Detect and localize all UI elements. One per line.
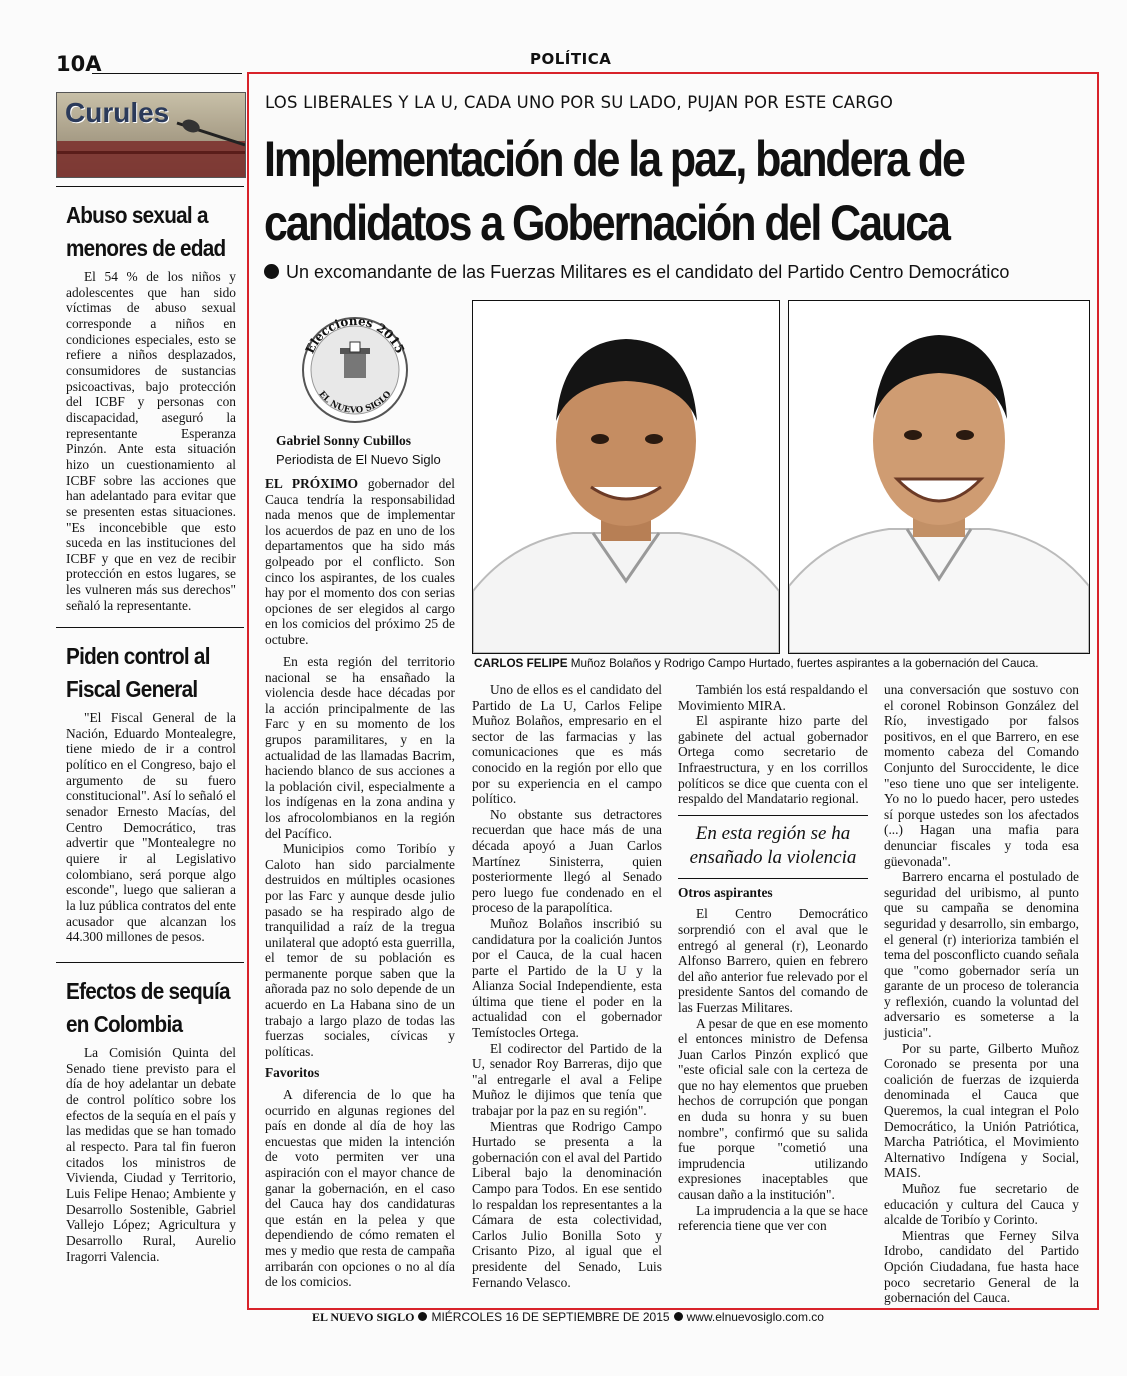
article-headline-line-1: Implementación de la paz, bandera de <box>264 131 964 187</box>
curules-banner-title: Curules <box>65 97 170 128</box>
sidebar-article-3-title: Efectos de sequía en Colombia <box>66 978 230 1037</box>
sidebar-article-2-body: "El Fiscal General de la Nación, Eduardo Montealegre, tiene miedo de ir a control político en el Congreso, bajo el argumento de su fuero constitucional". Así lo señaló el senador Ernesto Macías, del Centro Democrático, tras advertir que "Montealegre no quiere ir al Legislativo colombiano, será porque algo esconde", luego que salieran a la luz pública contratos del ente acusador que alcanzan los 44.300 millones de pesos. <box>66 710 236 945</box>
article-subheadline: Un excomandante de las Fuerzas Militares es el candidato del Partido Centro Democrático <box>264 262 1009 283</box>
svg-text:EL NUEVO SIGLO: EL NUEVO SIGLO <box>316 389 394 416</box>
sidebar-article-3-body: La Comisión Quinta del Senado tiene previsto para el día de hoy adelantar un debate de control político sobre los efectos de la sequía en el país y las medidas que se han tomado al respecto. Para tal fin fueron citados los ministros de Vivienda, Ciudad y Territorio, Luis Felipe Henao; Ambiente y Desarrollo Sostenible, Gabriel Vallejo López; Agricultura y Desarrollo Rural, Aurelio Iragorri Valencia. <box>66 1045 236 1264</box>
microphone-icon <box>57 93 245 177</box>
footer-dot-icon <box>418 1312 427 1321</box>
candidate-photo-left <box>472 300 780 654</box>
curules-banner <box>56 92 246 178</box>
pull-quote: En esta región se ha ensañado la violencia <box>689 822 857 868</box>
article-kicker: LOS LIBERALES Y LA U, CADA UNO POR SU LADO, PUJAN POR ESTE CARGO <box>265 93 894 112</box>
subhead-otros-aspirantes: Otros aspirantes <box>678 884 773 900</box>
author-name: Gabriel Sonny Cubillos <box>276 433 412 448</box>
bullet-icon <box>264 264 279 279</box>
article-column-3: Uno de ellos es el candidato del Partido de La U, Carlos Felipe Muñoz Bolaños, empresario en el sector de las farmacias y las comunicaciones que es más conocido en la región por ello que por su experiencia en el campo político. No obstante sus detractores recuerdan que hace más de una década apoyó a Juan Carlos Martínez Sinisterra, quien posteriormente llegó al Senado pero luego fue condenado en el proceso de la parapolítica. Muñoz Bolaños inscribió su candidatura por la coalición Juntos por el Cauca, de la cual hacen parte el Partido de la U y la Alianza Social Independiente, esta última que tiene el poder en la actualidad con el gobernador Temístocles Ortega. El codirector del Partido de la U, senador Roy Barreras, dijo que "al entregarle el aval a Felipe Muñoz le dijimos que tenía que trabajar por la paz en su región". Mientras que Rodrigo Campo Hurtado se presenta a la gobernación con el aval del Partido Liberal bajo la denominación Campo para Todos. En ese sentido lo respaldan los representantes a la Cámara de esta colectividad, Carlos Julio Bonilla Soto y Crisanto Pizo, al igual que el presidente del Senado, Luis Fernando Velasco. <box>472 682 662 1290</box>
author-role: Periodista de El Nuevo Siglo <box>276 452 441 467</box>
page-footer <box>312 1310 824 1325</box>
sidebar-rule <box>56 186 244 187</box>
svg-text:Elecciones 2015: Elecciones 2015 <box>302 313 408 356</box>
subhead-favoritos: Favoritos <box>265 1065 320 1081</box>
sidebar-rule <box>56 627 244 628</box>
page-number: 10A <box>56 52 102 76</box>
elecciones-2015-seal <box>292 312 418 424</box>
header-rule <box>92 73 242 74</box>
footer-url: www.elnuevosiglo.com.co <box>686 1310 824 1324</box>
footer-dot-icon <box>674 1312 683 1321</box>
footer-paper-name: EL NUEVO SIGLO <box>312 1310 415 1324</box>
candidate-photo-right <box>788 300 1090 654</box>
section-title: POLÍTICA <box>530 50 612 68</box>
sidebar-article-1-title: Abuso sexual a menores de edad <box>66 202 226 261</box>
article-headline-line-2: candidatos a Gobernación del Cauca <box>264 195 949 251</box>
sidebar-article-2-title: Piden control al Fiscal General <box>66 643 210 702</box>
sidebar-rule <box>56 962 244 963</box>
sidebar-article-1-body: El 54 % de los niños y adolescentes que han sido víctimas de abuso sexual corresponde a niños en condiciones especiales, esto se refiere a niños desplazados, consumidores de sustancias psicoactivas, bajo protección del ICBF y personas con discapacidad, aseguró la representante Esperanza Pinzón. Ante esta situación hizo un cuestionamiento al ICBF sobre las acciones que han adelantado para evitar que se presenten estas situaciones. "Es inconcebible que esto suceda en las instituciones del ICBF y que en vez de recibir protección en estos lugares, se les vulneren más sus derechos" señaló la representante. <box>66 269 236 613</box>
article-column-1: EL PRÓXIMO gobernador del Cauca tendría la responsabilidad nada menos que de implementar los acuerdos de paz en uno de los departamentos que ha sido más golpeado por el conflicto. Son cinco los aspirantes, de los cuales hay por el momento dos con serias opciones de ser elegidos al cargo en los comicios del próximo 25 de octubre. <box>265 476 455 647</box>
article-column-5: una conversación que sostuvo con el coronel Robinson González del Río, investigado por falsos positivos, en el que Barrero, en ese momento cabeza del Comando Conjunto del Suroccidente, le dice "eso tiene uno que ser inteligente. Yo no lo puedo hacer, pero ustedes sí porque ustedes son los afectados (...) Hagan una mafia para denunciar fiscales y toda esa güevonada". Barrero encarna el postulado de seguridad del uribismo, al punto que su campaña se denomina seguridad y desarrollo, sin embargo, el general (r) interioriza también el tema del posconflicto cuando señala que "como gobernador sería un garante de un proceso de tolerancia y reflexión, cuando la voluntad del adversario es someterse a la justicia". Por su parte, Gilberto Muñoz Coronado se presenta por una coalición de fuerzas de izquierda denominada el Cauca que Queremos, la cual integran el Polo Democrático, la Unión Patriótica, Marcha Patriótica, el Movimiento Alternativo Indígena y Social, MAIS. Muñoz fue secretario de educación y cultura del Cauca y alcalde de Toribío y Corinto. Mientras que Ferney Silva Idrobo, candidato del Partido Opción Ciudadana, fue hasta hace poco secretario General de la gobernación del Cauca. <box>884 682 1079 1306</box>
footer-date: MIÉRCOLES 16 DE SEPTIEMBRE DE 2015 <box>431 1310 670 1324</box>
article-column-4: También los está respaldando el Movimiento MIRA. El aspirante hizo parte del gabinete del actual gobernador Ortega como secretario de Infraestructura, y en los corrillos políticos se dice que cuenta con el respaldo del Mandatario regional. En esta región se ha ensañado la violencia Otros aspirantes El Centro Democrático sorprendió con el aval que le entregó al general (r), Leonardo Alfonso Barrero, quien en febrero del año anterior fue relevado por el presidente Santos del comando de las Fuerzas Militares. A pesar de que en ese momento el entonces ministro de Defensa Juan Carlos Pinzón explicó que "este oficial sale con la certeza de que no hay elementos que prueben hechos de corrupción que pongan en duda su honra y su buen nombre", confirmó que su salida fue porque "cometió una imprudencia utilizando expresiones inaceptables que causan daño a la institución". La imprudencia a la que se hace referencia tiene que ver con <box>678 682 868 1234</box>
photo-caption: CARLOS FELIPE Muñoz Bolaños y Rodrigo Campo Hurtado, fuertes aspirantes a la gobernación del Cauca. <box>474 657 1039 670</box>
article-column-2: En esta región del territorio nacional se ha ensañado la violencia desde hace décadas por la acción principalmente de las Farc y en su momento de los grupos paramilitares, y en la actualidad de las llamadas Bacrim, haciendo blanco de sus acciones a la población civil, especialmente a los indígenas en la zona andina y los afrocolombianos en la región del Pacífico. Municipios como Toribío y Caloto han sido parcialmente destruidos en múltiples ocasiones por las Farc y aunque desde julio pasado se ha respirado algo de tranquilidad a raíz de la tregua unilateral que adoptó esta guerrilla, el temor de su población es permanente porque saben que la añorada paz no solo depende de un acuerdo en La Habana sino de un trabajo a largo plazo de todas las fuerzas sociales, cívicas y políticas. Favoritos A diferencia de lo que ha ocurrido en algunas regiones del país en donde al día de hoy las encuestas que miden la intención de voto permiten ver una aspiración con el mayor chance de ganar la gobernación, en el caso del Cauca hay dos candidaturas que están en la pelea y que dependiendo de cómo rematen el mes y medio que resta de campaña arribarán con opciones o no al día de los comicios. <box>265 654 455 1290</box>
